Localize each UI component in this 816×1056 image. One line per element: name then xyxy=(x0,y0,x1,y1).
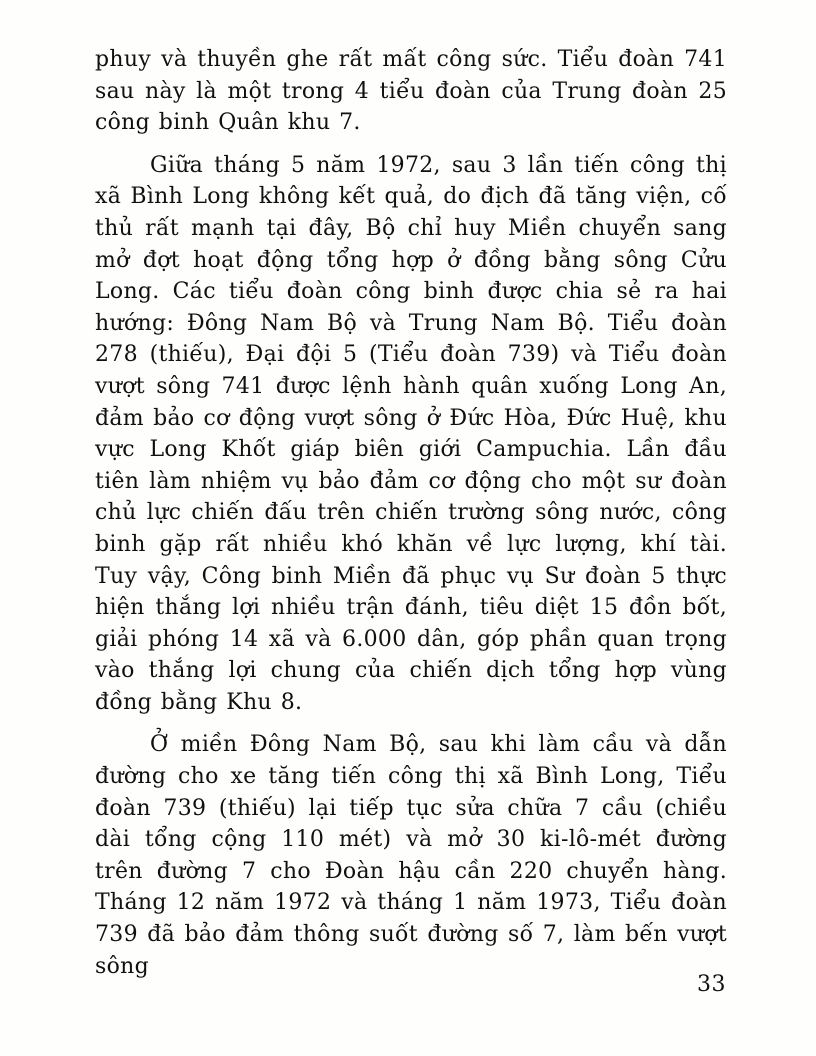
page-body-text xyxy=(95,44,727,993)
paragraph-1: phuy và thuyền ghe rất mất công sức. Tiểu đoàn 741 sau này là một trong 4 tiểu đoàn của Trung đoàn 25 công binh Quân khu 7. xyxy=(95,47,727,136)
paragraph-2: Giữa tháng 5 năm 1972, sau 3 lần tiến công thị xã Bình Long không kết quả, do địch đã tăng viện, cố thủ rất mạnh tại đây, Bộ chỉ huy Miền chuyển sang mở đợt hoạt động tổng hợp ở đồng bằng sông Cửu Long. Các tiểu đoàn công binh được chia sẻ ra hai hướng: Đông Nam Bộ và Trung Nam Bộ. Tiểu đoàn 278 (thiếu), Đại đội 5 (Tiểu đoàn 739) và Tiểu đoàn vượt sông 741 được lệnh hành quân xuống Long An, đảm bảo cơ động vượt sông ở Đức Hòa, Đức Huệ, khu vực Long Khốt giáp biên giới Campuchia. Lần đầu tiên làm nhiệm vụ bảo đảm cơ động cho một sư đoàn chủ lực chiến đấu trên chiến trường sông nước, công binh gặp rất nhiều khó khăn về lực lượng, khí tài. Tuy vậy, Công binh Miền đã phục vụ Sư đoàn 5 thực hiện thắng lợi nhiều trận đánh, tiêu diệt 15 đồn bốt, giải phóng 14 xã và 6.000 dân, góp phần quan trọng vào thắng lợi chung của chiến dịch tổng hợp vùng đồng bằng Khu 8. xyxy=(95,152,727,715)
paragraph-3: Ở miền Đông Nam Bộ, sau khi làm cầu và dẫn đường cho xe tăng tiến công thị xã Bình Long, Tiểu đoàn 739 (thiếu) lại tiếp tục sửa chữa 7 cầu (chiều dài tổng cộng 110 mét) và mở 30 ki-lô-mét đường trên đường 7 cho Đoàn hậu cần 220 chuyển hàng. Tháng 12 năm 1972 và tháng 1 năm 1973, Tiểu đoàn 739 đã bảo đảm thông suốt đường số 7, làm bến vượt sông xyxy=(95,732,727,979)
page-number: 33 xyxy=(697,972,726,997)
